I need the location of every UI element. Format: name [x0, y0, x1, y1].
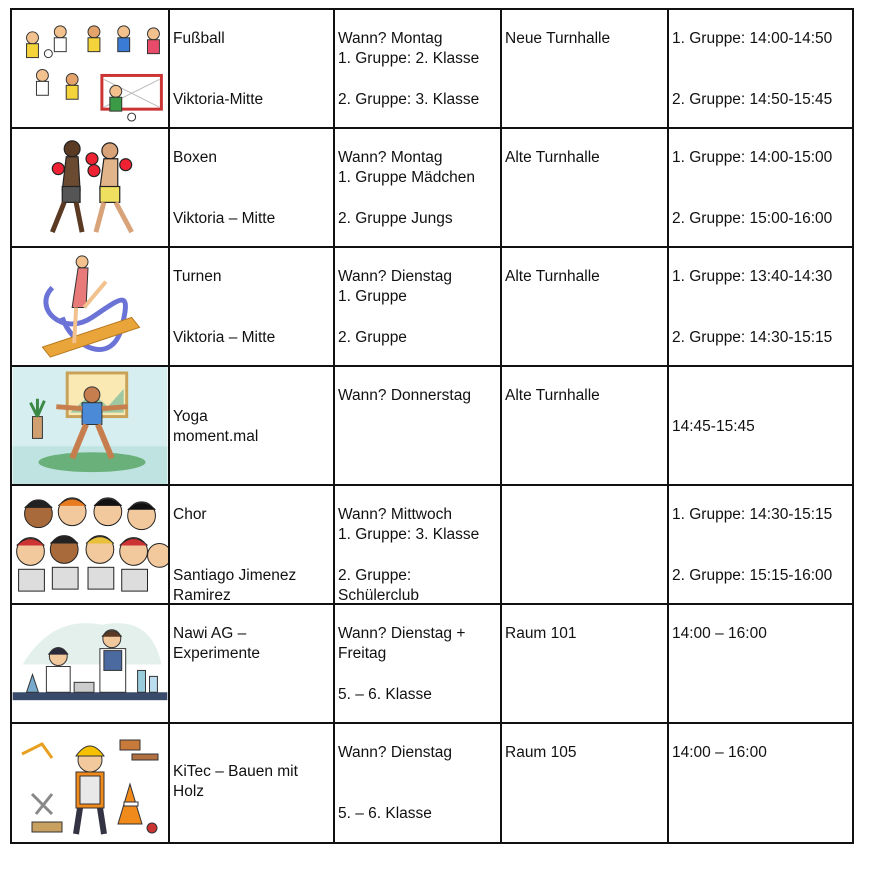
yoga-icon [12, 367, 168, 484]
choir-kids-icon [12, 486, 168, 603]
activity-time-1: 1. Gruppe: 14:00-14:50 [672, 30, 833, 47]
table-row [11, 247, 853, 366]
activity-time-cell [668, 485, 853, 604]
table-row [11, 366, 853, 485]
activity-time-cell [668, 723, 853, 843]
activity-when: Wann? Dienstag [338, 744, 453, 761]
activity-place: Viktoria – Mitte [173, 210, 276, 227]
activity-when: Wann? Donnerstag [338, 387, 471, 404]
activity-time-2: 2. Gruppe: 15:15-16:00 [672, 567, 833, 584]
table-row [11, 604, 853, 723]
activity-name-cell [169, 9, 334, 128]
activity-group-2: 5. – 6. Klasse [338, 805, 432, 822]
activity-when-cell [334, 366, 501, 485]
activity-time-2: 2. Gruppe: 15:00-16:00 [672, 210, 833, 227]
activity-room: Raum 101 [505, 625, 577, 642]
activity-room-cell [501, 128, 668, 247]
construction-worker-icon [12, 724, 168, 842]
activity-name-cell [169, 128, 334, 247]
activity-when: Wann? Dienstag 1. Gruppe [338, 268, 453, 305]
activity-when: Wann? Mittwoch 1. Gruppe: 3. Klasse [338, 506, 480, 543]
table-row [11, 723, 853, 843]
activity-time-2: 2. Gruppe: 14:50-15:45 [672, 91, 833, 108]
activity-place: Santiago Jimenez Ramirez [173, 567, 297, 604]
activity-room-cell [501, 723, 668, 843]
activity-when-cell [334, 604, 501, 723]
activity-room: Raum 105 [505, 744, 577, 761]
activity-name: Chor [173, 506, 207, 523]
activity-time-cell [668, 247, 853, 366]
activity-time-2: 14:45-15:45 [672, 418, 755, 435]
football-kids-icon [12, 10, 168, 127]
table-row [11, 485, 853, 604]
activity-time-2: 2. Gruppe: 14:30-15:15 [672, 329, 833, 346]
activity-time-cell [668, 366, 853, 485]
table-row [11, 9, 853, 128]
activity-place: Viktoria – Mitte [173, 329, 276, 346]
activity-group-2: 2. Gruppe Jungs [338, 210, 453, 227]
gymnast-ribbon-icon [12, 248, 168, 365]
activity-image-cell [11, 128, 169, 247]
activity-group-2: 2. Gruppe: Schülerclub [338, 567, 419, 604]
table-row [11, 128, 853, 247]
activity-place: Viktoria-Mitte [173, 91, 264, 108]
activity-group-2: 2. Gruppe: 3. Klasse [338, 91, 480, 108]
activity-name: Turnen [173, 268, 222, 285]
activity-name: Nawi AG – Experimente [173, 625, 261, 662]
science-lab-icon [12, 605, 168, 722]
activity-when-cell [334, 128, 501, 247]
activity-group-2: 5. – 6. Klasse [338, 686, 432, 703]
activity-room: Neue Turnhalle [505, 30, 611, 47]
activity-when: Wann? Dienstag + Freitag [338, 625, 466, 662]
activity-room: Alte Turnhalle [505, 387, 600, 404]
activity-group-2: 2. Gruppe [338, 329, 407, 346]
activity-time-cell [668, 128, 853, 247]
ag-schedule-table [10, 8, 854, 844]
activity-room-cell [501, 485, 668, 604]
activity-name-cell [169, 604, 334, 723]
activity-time-cell [668, 9, 853, 128]
activity-room: Alte Turnhalle [505, 149, 600, 166]
activity-image-cell [11, 723, 169, 843]
activity-name: Yoga moment.mal [173, 408, 259, 445]
activity-image-cell [11, 485, 169, 604]
activity-when-cell [334, 723, 501, 843]
activity-time-1: 14:00 – 16:00 [672, 625, 767, 642]
activity-time-1: 1. Gruppe: 13:40-14:30 [672, 268, 833, 285]
activity-name-cell [169, 723, 334, 843]
activity-time-1: 1. Gruppe: 14:30-15:15 [672, 506, 833, 523]
activity-image-cell [11, 247, 169, 366]
boxing-icon [12, 129, 168, 246]
activity-time-1: 1. Gruppe: 14:00-15:00 [672, 149, 833, 166]
activity-time-cell [668, 604, 853, 723]
activity-when-cell [334, 9, 501, 128]
activity-when-cell [334, 247, 501, 366]
activity-name-cell [169, 485, 334, 604]
activity-image-cell [11, 604, 169, 723]
activity-room: Alte Turnhalle [505, 268, 600, 285]
activity-when: Wann? Montag 1. Gruppe Mädchen [338, 149, 476, 186]
activity-name: KiTec – Bauen mit Holz [173, 763, 298, 800]
activity-room-cell [501, 9, 668, 128]
activity-name: Fußball [173, 30, 225, 47]
activity-room-cell [501, 366, 668, 485]
activity-image-cell [11, 366, 169, 485]
activity-time-1: 14:00 – 16:00 [672, 744, 767, 761]
activity-room-cell [501, 604, 668, 723]
activity-name-cell [169, 247, 334, 366]
activity-room-cell [501, 247, 668, 366]
activity-name: Boxen [173, 149, 217, 166]
activity-image-cell [11, 9, 169, 128]
activity-when: Wann? Montag 1. Gruppe: 2. Klasse [338, 30, 480, 67]
activity-name-cell [169, 366, 334, 485]
activity-when-cell [334, 485, 501, 604]
